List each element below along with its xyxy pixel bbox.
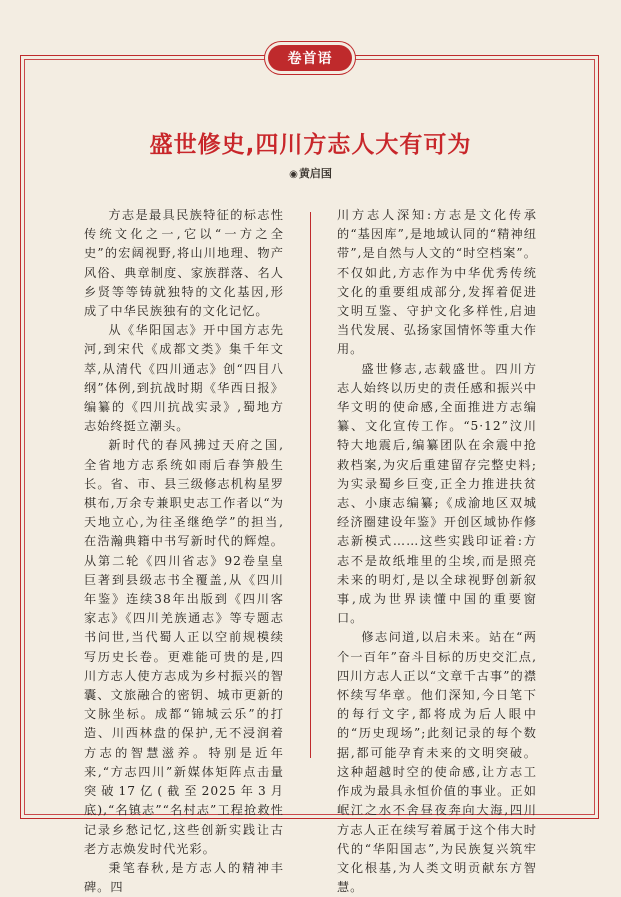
body-paragraph: 盛世修志,志载盛世。四川方志人始终以历史的责任感和振兴中华文明的使命感,全面推进方志编纂、文化宣传工作。“5·12”汶川特大地震后,编纂团队在余震中抢救档案,为灾后重建留存完整史料;为实录蜀乡巨变,正全力推进扶贫志、小康志编纂;《成渝地区双城经济圈建设年鉴》开创区域协作修志新模式……这些实践印证着:方志不是故纸堆里的尘埃,而是照亮未来的明灯,是以全球视野创新叙事,成为世界读懂中国的重要窗口。 <box>337 361 537 626</box>
byline <box>0 165 621 181</box>
byline-marker-icon: ◉ <box>289 169 298 180</box>
body-paragraph: 修志问道,以启未来。站在“两个一百年”奋斗目标的历史交汇点,四川方志人正以“文章千古事”的襟怀续写华章。他们深知,今日笔下的每行文字,都将成为后人眼中的“历史现场”;此刻记录的每个数据,都可能孕育未来的文明突破。这种超越时空的使命感,让方志工作成为最具永恒价值的事业。正如岷江之水不舍昼夜奔向大海,四川方志人正在续写着属于这个伟大时代的“华阳国志”,为民族复兴筑牢文化根基,为人类文明贡献东方智慧。 <box>337 630 537 895</box>
body-paragraph: 从《华阳国志》开中国方志先河,到宋代《成都文类》集千年文萃,从清代《四川通志》创“四目八纲”体例,到抗战时期《华西日报》编纂的《四川抗战实录》,蜀地方志始终挺立潮头。 <box>84 323 284 434</box>
body-paragraph: 川方志人深知:方志是文化传承的“基因库”,是地域认同的“精神纽带”,是自然与人文的“时空档案”。不仅如此,方志作为中华优秀传统文化的重要组成部分,发挥着促进文明互鉴、守护文化多样性,启迪当代发展、弘扬家国情怀等重大作用。 <box>337 208 537 357</box>
column-divider <box>310 212 311 758</box>
text-column-left <box>84 206 284 897</box>
author-name: 黄启国 <box>298 167 332 180</box>
body-paragraph: 秉笔春秋,是方志人的精神丰碑。四 <box>84 860 284 895</box>
column-label-badge: 卷首语 <box>268 45 352 71</box>
body-paragraph: 新时代的春风拂过天府之国,全省地方志系统如雨后春笋般生长。省、市、县三级修志机构星罗棋布,万余专兼职史志工作者以“为天地立心,为往圣继绝学”的担当,在浩瀚典籍中书写新时代的辉煌。从第二轮《四川省志》92卷皇皇巨著到县级志书全覆盖,从《四川年鉴》连续38年出版到《四川客家志》《四川羌族通志》等专题志书问世,当代蜀人正以空前规模续写历史长卷。更难能可贵的是,四川方志人使方志成为乡村振兴的智囊、文旅融合的密钥、城市更新的文脉坐标。成都“锦城云乐”的打造、川西林盘的保护,无不浸润着方志的智慧滋养。特别是近年来,“方志四川”新媒体矩阵点击量突破17亿(截至2025年3月底),“名镇志”“名村志”工程抢救性记录乡愁记忆,这些创新实践让古老方志焕发时代光彩。 <box>84 438 284 856</box>
text-column-right <box>337 206 537 897</box>
body-paragraph: 方志是最具民族特征的标志性传统文化之一,它以“一方之全史”的宏阔视野,将山川地理、物产风俗、典章制度、家族群落、名人乡贤等等铸就独特的文化基因,形成了中华民族独有的文化记忆。 <box>84 208 284 319</box>
article-title: 盛世修史,四川方志人大有可为 <box>149 132 472 158</box>
